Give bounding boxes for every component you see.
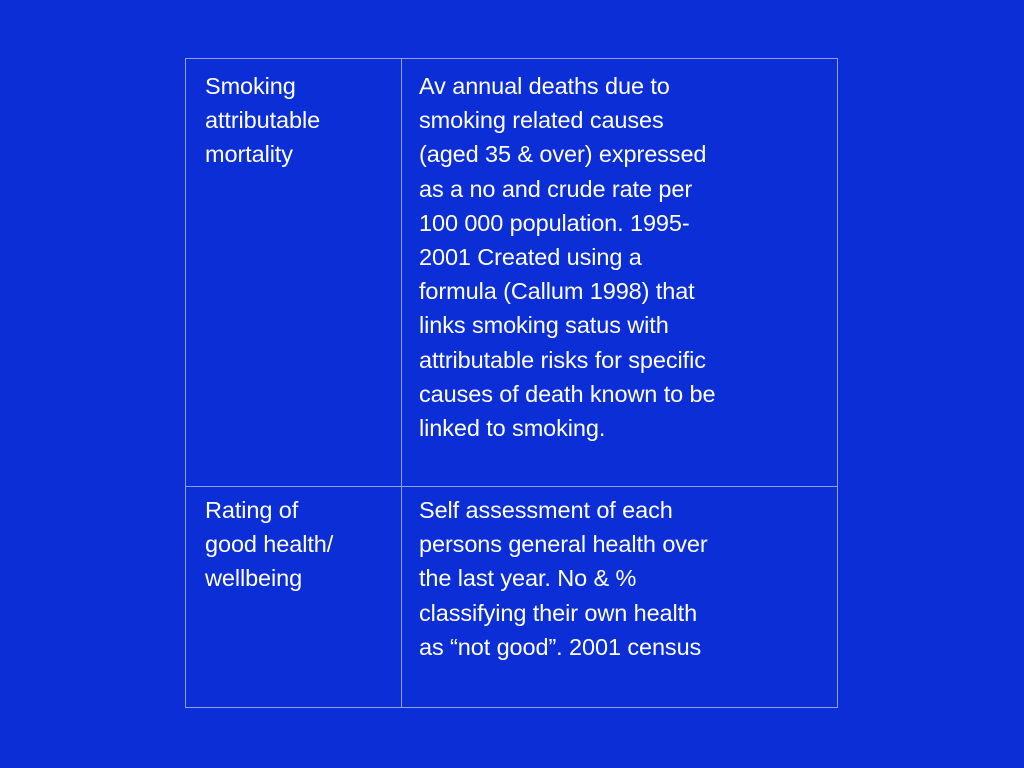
column-divider [401,59,402,486]
indicator-description-cell: Av annual deaths due to smoking related causes (aged 35 & over) expressed as a no and crude rate per 100 000 population. 1995- 2001 Created using a formula (Callum 1998) that links smoking satus with attributable risks for specific causes of death known to be linked to smoking. [419,73,716,442]
indicator-name-cell: Rating of good health/ wellbeing [205,497,334,592]
column-divider [401,487,402,707]
indicator-table [185,58,838,708]
indicator-description-cell: Self assessment of each persons general health over the last year. No & % classifying their own health as “not good”. 2001 census [419,497,708,660]
indicator-name-cell: Smoking attributable mortality [205,73,321,168]
table-row [186,487,837,707]
table-row [186,59,837,487]
